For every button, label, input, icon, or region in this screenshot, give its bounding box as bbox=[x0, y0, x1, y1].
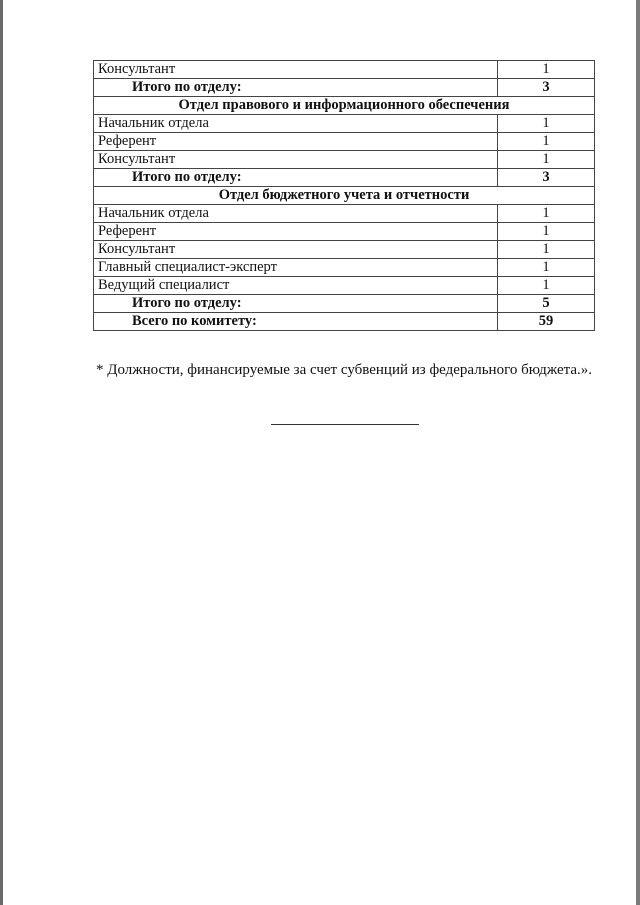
position-row bbox=[94, 205, 595, 223]
scan-left-edge bbox=[0, 0, 3, 905]
position-count: 1 bbox=[498, 115, 595, 133]
total-row bbox=[94, 169, 595, 187]
position-name: Главный специалист-эксперт bbox=[94, 259, 498, 277]
position-name: Ведущий специалист bbox=[94, 277, 498, 295]
footnote: * Должности, финансируемые за счет субвенций из федерального бюджета.». bbox=[96, 362, 593, 378]
position-name: Консультант bbox=[94, 151, 498, 169]
scan-right-edge bbox=[636, 0, 640, 905]
total-label: Итого по отделу: bbox=[94, 295, 498, 313]
position-name: Консультант bbox=[94, 61, 498, 79]
position-count: 1 bbox=[498, 241, 595, 259]
total-row bbox=[94, 79, 595, 97]
position-count: 1 bbox=[498, 205, 595, 223]
position-row bbox=[94, 151, 595, 169]
position-count: 1 bbox=[498, 61, 595, 79]
section-header-row bbox=[94, 97, 595, 115]
total-count: 59 bbox=[498, 313, 595, 331]
position-count: 1 bbox=[498, 223, 595, 241]
position-row bbox=[94, 259, 595, 277]
position-name: Консультант bbox=[94, 241, 498, 259]
position-name: Начальник отдела bbox=[94, 205, 498, 223]
position-count: 1 bbox=[498, 151, 595, 169]
position-name: Референт bbox=[94, 223, 498, 241]
section-header-row bbox=[94, 187, 595, 205]
total-row bbox=[94, 313, 595, 331]
position-name: Референт bbox=[94, 133, 498, 151]
position-row bbox=[94, 241, 595, 259]
closing-rule bbox=[271, 424, 419, 425]
position-row bbox=[94, 115, 595, 133]
total-count: 5 bbox=[498, 295, 595, 313]
position-name: Начальник отдела bbox=[94, 115, 498, 133]
staff-table-body bbox=[94, 61, 595, 331]
position-count: 1 bbox=[498, 259, 595, 277]
position-row bbox=[94, 61, 595, 79]
position-count: 1 bbox=[498, 277, 595, 295]
total-row bbox=[94, 295, 595, 313]
total-count: 3 bbox=[498, 169, 595, 187]
total-label: Итого по отделу: bbox=[94, 169, 498, 187]
position-row bbox=[94, 277, 595, 295]
section-title: Отдел бюджетного учета и отчетности bbox=[94, 187, 595, 205]
position-row bbox=[94, 133, 595, 151]
section-title: Отдел правового и информационного обеспечения bbox=[94, 97, 595, 115]
staff-table bbox=[93, 60, 595, 331]
position-count: 1 bbox=[498, 133, 595, 151]
total-count: 3 bbox=[498, 79, 595, 97]
total-label: Итого по отделу: bbox=[94, 79, 498, 97]
total-label: Всего по комитету: bbox=[94, 313, 498, 331]
position-row bbox=[94, 223, 595, 241]
